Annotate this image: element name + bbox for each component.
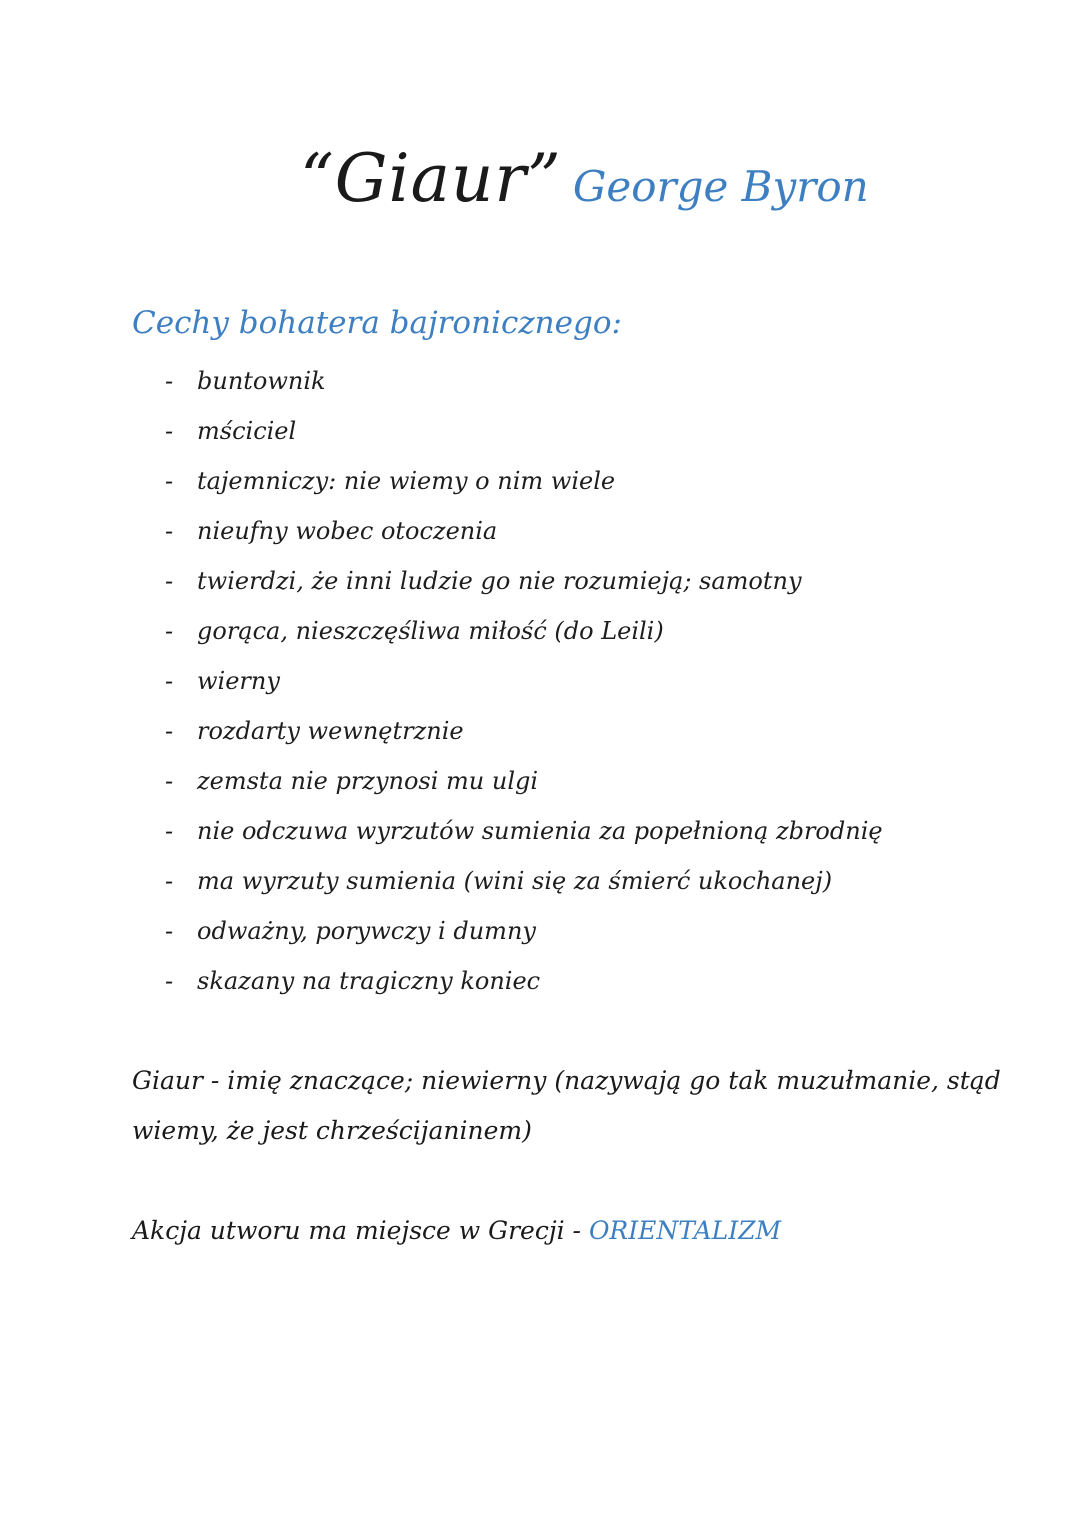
- dash-marker: -: [165, 767, 174, 795]
- list-item: [165, 810, 883, 860]
- trait-text: skazany na tragiczny koniec: [197, 967, 541, 995]
- list-item: [165, 410, 883, 460]
- traits-list: [165, 360, 883, 1010]
- trait-text: rozdarty wewnętrznie: [197, 717, 464, 745]
- setting-text: Akcja utworu ma miejsce w Grecji -: [132, 1216, 589, 1245]
- trait-text: gorąca, nieszczęśliwa miłość (do Leili): [197, 617, 664, 645]
- dash-marker: -: [165, 867, 174, 895]
- traits-heading: Cechy bohatera bajronicznego:: [132, 305, 622, 341]
- dash-marker: -: [165, 567, 174, 595]
- list-item: [165, 910, 883, 960]
- work-title: “Giaur”: [300, 140, 562, 217]
- dash-marker: -: [165, 717, 174, 745]
- trait-text: buntownik: [197, 367, 326, 395]
- dash-marker: -: [165, 967, 174, 995]
- dash-marker: -: [165, 517, 174, 545]
- name-note-line-1: Giaur - imię znaczące; niewierny (nazywają go tak muzułmanie, stąd: [132, 1066, 1001, 1095]
- dash-marker: -: [165, 817, 174, 845]
- trait-text: nie odczuwa wyrzutów sumienia za popełnioną zbrodnię: [197, 817, 883, 845]
- trait-text: tajemniczy: nie wiemy o nim wiele: [197, 467, 616, 495]
- author-name: George Byron: [572, 162, 869, 211]
- title-row: [300, 140, 869, 217]
- trait-text: wierny: [197, 667, 280, 695]
- trait-text: ma wyrzuty sumienia (wini się za śmierć ukochanej): [197, 867, 833, 895]
- list-item: [165, 660, 883, 710]
- dash-marker: -: [165, 667, 174, 695]
- orientalism-highlight: ORIENTALIZM: [588, 1216, 782, 1245]
- trait-text: twierdzi, że inni ludzie go nie rozumieją; samotny: [197, 567, 802, 595]
- name-note-line-2: wiemy, że jest chrześcijaninem): [132, 1116, 532, 1145]
- trait-text: odważny, porywczy i dumny: [197, 917, 536, 945]
- list-item: [165, 860, 883, 910]
- list-item: [165, 610, 883, 660]
- trait-text: mściciel: [197, 417, 297, 445]
- setting-note: [132, 1206, 781, 1256]
- dash-marker: -: [165, 617, 174, 645]
- list-item: [165, 460, 883, 510]
- dash-marker: -: [165, 917, 174, 945]
- list-item: [165, 510, 883, 560]
- list-item: [165, 760, 883, 810]
- dash-marker: -: [165, 467, 174, 495]
- dash-marker: -: [165, 417, 174, 445]
- dash-marker: -: [165, 367, 174, 395]
- list-item: [165, 710, 883, 760]
- trait-text: zemsta nie przynosi mu ulgi: [197, 767, 539, 795]
- list-item: [165, 560, 883, 610]
- name-meaning-note: [132, 1056, 1001, 1156]
- trait-text: nieufny wobec otoczenia: [197, 517, 498, 545]
- list-item: [165, 360, 883, 410]
- list-item: [165, 960, 883, 1010]
